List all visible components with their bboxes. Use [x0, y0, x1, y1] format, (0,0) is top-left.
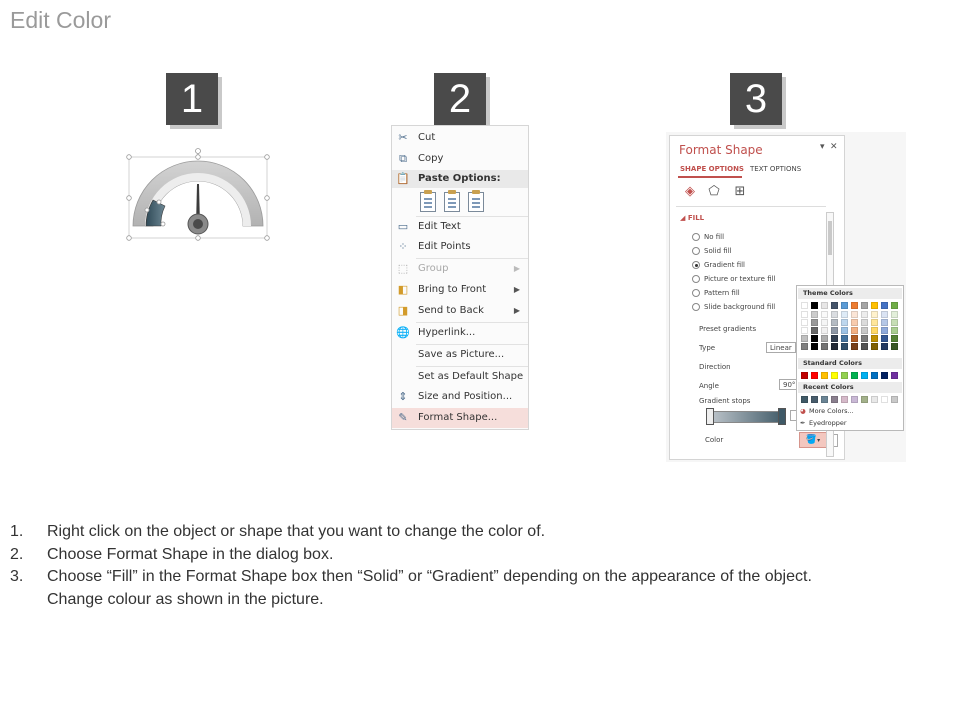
menu-item-copy[interactable]: ⧉ Copy [392, 149, 528, 169]
theme-color-swatch[interactable] [801, 311, 808, 318]
theme-color-swatch[interactable] [831, 327, 838, 334]
instruction-item: 3. Choose “Fill” in the Format Shape box then “Solid” or “Gradient” depending on the appearance of the object. [10, 568, 812, 585]
more-colors-option[interactable]: ◕ More Colors... [800, 407, 854, 415]
theme-color-swatch[interactable] [811, 302, 818, 309]
theme-color-swatch[interactable] [831, 311, 838, 318]
type-label: Type [699, 344, 716, 352]
close-icon[interactable]: ✕ [830, 142, 838, 152]
color-label: Color [705, 436, 724, 444]
recent-color-swatch[interactable] [811, 396, 818, 403]
edit-text-icon: ▭ [397, 220, 409, 233]
palette-icon: ◕ [800, 407, 806, 415]
standard-color-swatch[interactable] [851, 372, 858, 379]
menu-item-edit-text[interactable]: ▭ Edit Text [397, 220, 461, 233]
angle-input[interactable]: 90° [779, 379, 797, 390]
recent-color-swatch[interactable] [881, 396, 888, 403]
paste-icon: 📋 [396, 172, 410, 185]
fill-line-icon[interactable]: ◈ [685, 184, 695, 199]
theme-color-swatch[interactable] [821, 343, 828, 350]
theme-color-swatch[interactable] [871, 311, 878, 318]
menu-item-format-shape[interactable]: ✎ Format Shape... [392, 408, 528, 428]
theme-color-swatch[interactable] [811, 327, 818, 334]
theme-color-swatch[interactable] [821, 335, 828, 342]
theme-color-swatch[interactable] [861, 335, 868, 342]
theme-color-swatch[interactable] [841, 302, 848, 309]
gradient-stop-handle[interactable] [706, 408, 714, 425]
fill-color-button[interactable] [799, 432, 827, 448]
standard-color-swatch[interactable] [861, 372, 868, 379]
eyedropper-option[interactable]: ✒ Eyedropper [800, 419, 847, 427]
gradient-stops-label: Gradient stops [699, 397, 751, 405]
theme-color-swatch[interactable] [851, 327, 858, 334]
theme-color-swatch[interactable] [891, 335, 898, 342]
recent-color-swatch[interactable] [891, 396, 898, 403]
theme-color-swatch[interactable] [881, 335, 888, 342]
radio-button [692, 275, 700, 283]
context-menu [391, 125, 529, 430]
menu-item-cut[interactable]: ✂ Cut [392, 128, 528, 148]
menu-item-hyperlink[interactable]: 🌐 Hyperlink... [396, 326, 476, 339]
standard-color-swatch[interactable] [801, 372, 808, 379]
theme-color-swatch[interactable] [801, 319, 808, 326]
edit-points-icon: ⁘ [398, 240, 408, 253]
standard-color-swatch[interactable] [871, 372, 878, 379]
effects-pentagon-icon[interactable]: ⬠ [708, 184, 720, 199]
paint-bucket-icon: 🪣 [805, 435, 818, 445]
theme-colors-header: Theme Colors [798, 288, 902, 299]
theme-color-swatch[interactable] [851, 343, 858, 350]
active-tab-indicator [678, 176, 742, 178]
instruction-item: 1. Right click on the object or shape that you want to change the color of. [10, 523, 546, 540]
radio-button-selected [692, 261, 700, 269]
theme-color-swatch[interactable] [871, 327, 878, 334]
gauge-shape[interactable] [125, 148, 271, 243]
theme-color-swatch[interactable] [871, 335, 878, 342]
step-badge-1: 1 [166, 73, 218, 125]
menu-item-group: ⬚ Group ▶ [392, 259, 528, 279]
fill-section-header[interactable]: ◢ FILL [680, 214, 705, 222]
theme-color-swatch[interactable] [831, 302, 838, 309]
radio-button [692, 303, 700, 311]
color-picker-popup [796, 285, 904, 431]
recent-color-swatch[interactable] [831, 396, 838, 403]
tab-text-options[interactable]: TEXT OPTIONS [750, 165, 802, 173]
menu-item-send-to-back[interactable]: ◨ Send to Back ▶ [392, 301, 528, 321]
radio-button [692, 289, 700, 297]
theme-color-swatch[interactable] [881, 311, 888, 318]
standard-color-swatch[interactable] [891, 372, 898, 379]
theme-color-swatch[interactable] [861, 319, 868, 326]
theme-color-swatch[interactable] [821, 311, 828, 318]
send-to-back-icon: ◨ [397, 304, 409, 317]
theme-color-swatch[interactable] [811, 343, 818, 350]
size-properties-icon[interactable]: ⊞ [734, 184, 746, 199]
theme-color-swatch[interactable] [891, 319, 898, 326]
theme-color-swatch[interactable] [851, 335, 858, 342]
paste-options-header: 📋 Paste Options: [392, 170, 528, 188]
standard-color-swatch[interactable] [811, 372, 818, 379]
menu-item-edit-points[interactable]: ⁘ Edit Points [392, 237, 528, 257]
menu-item-set-default-shape[interactable]: Set as Default Shape [418, 371, 524, 382]
gradient-stops-bar[interactable] [708, 411, 786, 423]
menu-item-save-as-picture[interactable]: Save as Picture... [418, 349, 505, 360]
standard-color-swatch[interactable] [881, 372, 888, 379]
theme-color-swatch[interactable] [851, 319, 858, 326]
theme-color-swatch[interactable] [871, 319, 878, 326]
menu-item-bring-to-front[interactable]: ◧ Bring to Front ▶ [392, 280, 528, 300]
theme-color-swatch[interactable] [841, 343, 848, 350]
chevron-down-icon: ▾ [817, 437, 821, 444]
angle-label: Angle [699, 382, 719, 390]
theme-color-swatch[interactable] [831, 343, 838, 350]
theme-color-swatch[interactable] [891, 327, 898, 334]
step-badge-2: 2 [434, 73, 486, 125]
submenu-arrow-icon: ▶ [513, 264, 520, 273]
gradient-stop-handle[interactable] [778, 408, 786, 425]
theme-color-swatch[interactable] [801, 302, 808, 309]
pane-title: Format Shape [679, 143, 763, 157]
theme-color-swatch[interactable] [891, 311, 898, 318]
instructions-list [10, 521, 950, 611]
step-badge-3: 3 [730, 73, 782, 125]
standard-colors-header: Standard Colors [798, 358, 902, 369]
theme-color-swatch[interactable] [881, 343, 888, 350]
paste-destination-theme-icon[interactable] [444, 192, 460, 212]
preset-gradients-label: Preset gradients [699, 325, 757, 333]
bring-to-front-icon: ◧ [397, 283, 409, 296]
theme-color-swatch[interactable] [821, 327, 828, 334]
instruction-item: 2. Choose Format Shape in the dialog box. [10, 545, 334, 563]
recent-color-swatch[interactable] [821, 396, 828, 403]
slide-title: Edit Color [10, 7, 111, 33]
copy-icon: ⧉ [399, 152, 407, 165]
theme-color-swatch[interactable] [851, 302, 858, 309]
recent-color-swatch[interactable] [861, 396, 868, 403]
hyperlink-icon: 🌐 [396, 326, 410, 339]
theme-color-swatch[interactable] [801, 343, 808, 350]
recent-color-swatch[interactable] [871, 396, 878, 403]
collapse-triangle-icon: ◢ [680, 214, 688, 222]
recent-color-swatch[interactable] [851, 396, 858, 403]
submenu-arrow-icon: ▶ [513, 285, 520, 294]
paste-options [416, 192, 516, 214]
theme-color-swatch[interactable] [841, 319, 848, 326]
theme-color-swatch[interactable] [861, 343, 868, 350]
menu-item-size-and-position[interactable]: ⇕ Size and Position... [392, 387, 528, 407]
theme-color-swatch[interactable] [871, 302, 878, 309]
theme-color-swatch[interactable] [841, 335, 848, 342]
instruction-item: Change colour as shown in the picture. [47, 590, 324, 608]
group-icon: ⬚ [397, 262, 409, 275]
paste-keep-source-icon[interactable] [420, 192, 436, 212]
radio-button [692, 233, 700, 241]
theme-color-swatch[interactable] [881, 319, 888, 326]
theme-color-swatch[interactable] [811, 335, 818, 342]
theme-color-swatch[interactable] [871, 343, 878, 350]
standard-color-swatch[interactable] [831, 372, 838, 379]
theme-color-swatch[interactable] [891, 343, 898, 350]
radio-button [692, 247, 700, 255]
theme-color-swatch[interactable] [831, 335, 838, 342]
theme-color-swatch[interactable] [801, 327, 808, 334]
theme-color-swatch[interactable] [811, 319, 818, 326]
type-dropdown[interactable]: Linear [766, 342, 796, 353]
theme-color-swatch[interactable] [861, 311, 868, 318]
format-shape-pane: Format Shape ▾ ✕ SHAPE OPTIONS TEXT OPTIONS ◈ ⬠ ⊞ ◢ FILL No fill Solid fill Gradient fill Picture or texture fill Pattern fill Slide background fill Preset gradients Type Linear Direction Angle 90° Gradient stops Color 🪣▾ [669, 135, 845, 460]
format-shape-icon: ✎ [398, 411, 408, 424]
theme-color-swatch[interactable] [891, 302, 898, 309]
theme-color-swatch[interactable] [861, 302, 868, 309]
theme-color-swatch[interactable] [831, 319, 838, 326]
theme-color-swatch[interactable] [881, 302, 888, 309]
recent-color-swatch[interactable] [801, 396, 808, 403]
theme-color-swatch[interactable] [821, 319, 828, 326]
paste-picture-icon[interactable] [468, 192, 484, 212]
tab-shape-options[interactable]: SHAPE OPTIONS [680, 165, 744, 173]
recent-colors-header: Recent Colors [798, 382, 902, 393]
size-position-icon: ⇕ [398, 390, 408, 403]
standard-color-swatch[interactable] [821, 372, 828, 379]
standard-color-swatch[interactable] [841, 372, 848, 379]
direction-label: Direction [699, 363, 731, 371]
theme-color-swatch[interactable] [861, 327, 868, 334]
scissors-icon: ✂ [398, 131, 408, 144]
theme-color-swatch[interactable] [821, 302, 828, 309]
theme-color-swatch[interactable] [841, 311, 848, 318]
theme-color-swatch[interactable] [811, 311, 818, 318]
recent-color-swatch[interactable] [841, 396, 848, 403]
pane-divider [676, 206, 826, 207]
theme-color-swatch[interactable] [841, 327, 848, 334]
theme-color-swatch[interactable] [881, 327, 888, 334]
eyedropper-icon: ✒ [800, 419, 806, 427]
pane-options-icon[interactable]: ▾ [820, 142, 825, 152]
submenu-arrow-icon: ▶ [513, 306, 520, 315]
theme-color-swatch[interactable] [801, 335, 808, 342]
theme-color-swatch[interactable] [851, 311, 858, 318]
scrollbar-thumb[interactable] [828, 221, 832, 255]
